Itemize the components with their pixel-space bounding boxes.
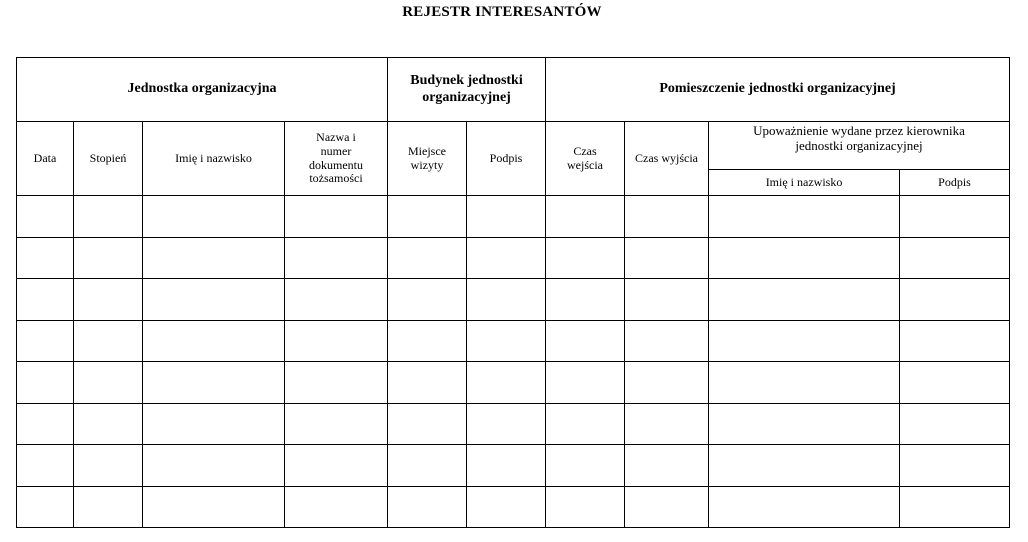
cell-date[interactable]	[17, 362, 74, 404]
cell-exit-time[interactable]	[625, 445, 709, 487]
cell-visit-place[interactable]	[388, 196, 467, 238]
cell-entry-time[interactable]	[546, 196, 625, 238]
column-header-visit-place-text: Miejsce wizyty	[408, 143, 447, 172]
cell-id-document[interactable]	[285, 362, 388, 404]
column-header-authorization-text: Upoważnienie wydane przez kierownika jednostki organizacyjnej	[753, 123, 965, 153]
column-header-signature: Podpis	[467, 122, 546, 196]
cell-visit-place[interactable]	[388, 403, 467, 445]
cell-auth-signature[interactable]	[900, 196, 1010, 238]
column-header-rank: Stopień	[74, 122, 143, 196]
register-body	[17, 196, 1010, 528]
column-header-entry-time-text: Czas wejścia	[567, 143, 603, 172]
column-header-auth-signature: Podpis	[900, 170, 1010, 196]
cell-id-document[interactable]	[285, 486, 388, 528]
cell-signature[interactable]	[467, 196, 546, 238]
cell-id-document[interactable]	[285, 237, 388, 279]
column-header-id-document-text: Nazwa i numer dokumentu tożsamości	[309, 129, 363, 186]
group-header-building-text: Budynek jednostki organizacyjnej	[410, 73, 523, 105]
cell-name[interactable]	[143, 486, 285, 528]
cell-exit-time[interactable]	[625, 486, 709, 528]
table-row	[17, 320, 1010, 362]
cell-exit-time[interactable]	[625, 196, 709, 238]
cell-id-document[interactable]	[285, 279, 388, 321]
table-row	[17, 196, 1010, 238]
cell-exit-time[interactable]	[625, 362, 709, 404]
cell-id-document[interactable]	[285, 445, 388, 487]
cell-exit-time[interactable]	[625, 237, 709, 279]
cell-entry-time[interactable]	[546, 362, 625, 404]
cell-auth-name[interactable]	[709, 320, 900, 362]
cell-auth-signature[interactable]	[900, 320, 1010, 362]
cell-name[interactable]	[143, 196, 285, 238]
group-header-unit: Jednostka organizacyjna	[17, 58, 388, 122]
cell-rank[interactable]	[74, 279, 143, 321]
cell-id-document[interactable]	[285, 196, 388, 238]
document-title: REJESTR INTERESANTÓW	[402, 4, 602, 20]
cell-entry-time[interactable]	[546, 320, 625, 362]
cell-signature[interactable]	[467, 445, 546, 487]
cell-signature[interactable]	[467, 320, 546, 362]
cell-rank[interactable]	[74, 196, 143, 238]
cell-auth-signature[interactable]	[900, 445, 1010, 487]
cell-visit-place[interactable]	[388, 279, 467, 321]
column-header-authorization	[709, 122, 1010, 170]
cell-auth-signature[interactable]	[900, 237, 1010, 279]
cell-name[interactable]	[143, 320, 285, 362]
table-row	[17, 279, 1010, 321]
column-header-id-document	[285, 122, 388, 196]
cell-auth-signature[interactable]	[900, 403, 1010, 445]
cell-id-document[interactable]	[285, 320, 388, 362]
table-row	[17, 403, 1010, 445]
table-row	[17, 237, 1010, 279]
table-row	[17, 362, 1010, 404]
visitor-register-table	[16, 57, 1010, 528]
cell-signature[interactable]	[467, 486, 546, 528]
cell-name[interactable]	[143, 237, 285, 279]
cell-visit-place[interactable]	[388, 237, 467, 279]
cell-auth-name[interactable]	[709, 279, 900, 321]
cell-visit-place[interactable]	[388, 486, 467, 528]
column-header-exit-time: Czas wyjścia	[625, 122, 709, 196]
cell-auth-signature[interactable]	[900, 362, 1010, 404]
cell-date[interactable]	[17, 445, 74, 487]
group-header-building	[388, 58, 546, 122]
cell-auth-name[interactable]	[709, 486, 900, 528]
cell-date[interactable]	[17, 279, 74, 321]
column-header-name: Imię i nazwisko	[143, 122, 285, 196]
cell-exit-time[interactable]	[625, 279, 709, 321]
cell-name[interactable]	[143, 403, 285, 445]
cell-rank[interactable]	[74, 486, 143, 528]
cell-rank[interactable]	[74, 445, 143, 487]
cell-name[interactable]	[143, 279, 285, 321]
cell-signature[interactable]	[467, 403, 546, 445]
cell-entry-time[interactable]	[546, 403, 625, 445]
cell-visit-place[interactable]	[388, 445, 467, 487]
cell-id-document[interactable]	[285, 403, 388, 445]
cell-entry-time[interactable]	[546, 445, 625, 487]
cell-auth-name[interactable]	[709, 237, 900, 279]
cell-name[interactable]	[143, 362, 285, 404]
cell-entry-time[interactable]	[546, 279, 625, 321]
cell-date[interactable]	[17, 403, 74, 445]
cell-exit-time[interactable]	[625, 320, 709, 362]
cell-date[interactable]	[17, 320, 74, 362]
cell-visit-place[interactable]	[388, 320, 467, 362]
cell-signature[interactable]	[467, 237, 546, 279]
cell-auth-name[interactable]	[709, 445, 900, 487]
cell-date[interactable]	[17, 196, 74, 238]
column-header-date: Data	[17, 122, 74, 196]
cell-date[interactable]	[17, 486, 74, 528]
table-row	[17, 486, 1010, 528]
cell-auth-signature[interactable]	[900, 486, 1010, 528]
column-header-entry-time	[546, 122, 625, 196]
cell-entry-time[interactable]	[546, 486, 625, 528]
cell-auth-signature[interactable]	[900, 279, 1010, 321]
cell-exit-time[interactable]	[625, 403, 709, 445]
cell-rank[interactable]	[74, 320, 143, 362]
cell-auth-name[interactable]	[709, 196, 900, 238]
cell-rank[interactable]	[74, 362, 143, 404]
cell-date[interactable]	[17, 237, 74, 279]
cell-name[interactable]	[143, 445, 285, 487]
cell-entry-time[interactable]	[546, 237, 625, 279]
cell-rank[interactable]	[74, 403, 143, 445]
cell-auth-name[interactable]	[709, 403, 900, 445]
cell-signature[interactable]	[467, 362, 546, 404]
column-header-auth-name: Imię i nazwisko	[709, 170, 900, 196]
column-header-visit-place	[388, 122, 467, 196]
cell-auth-name[interactable]	[709, 362, 900, 404]
table-row	[17, 445, 1010, 487]
cell-rank[interactable]	[74, 237, 143, 279]
group-header-room: Pomieszczenie jednostki organizacyjnej	[546, 58, 1010, 122]
cell-visit-place[interactable]	[388, 362, 467, 404]
cell-signature[interactable]	[467, 279, 546, 321]
